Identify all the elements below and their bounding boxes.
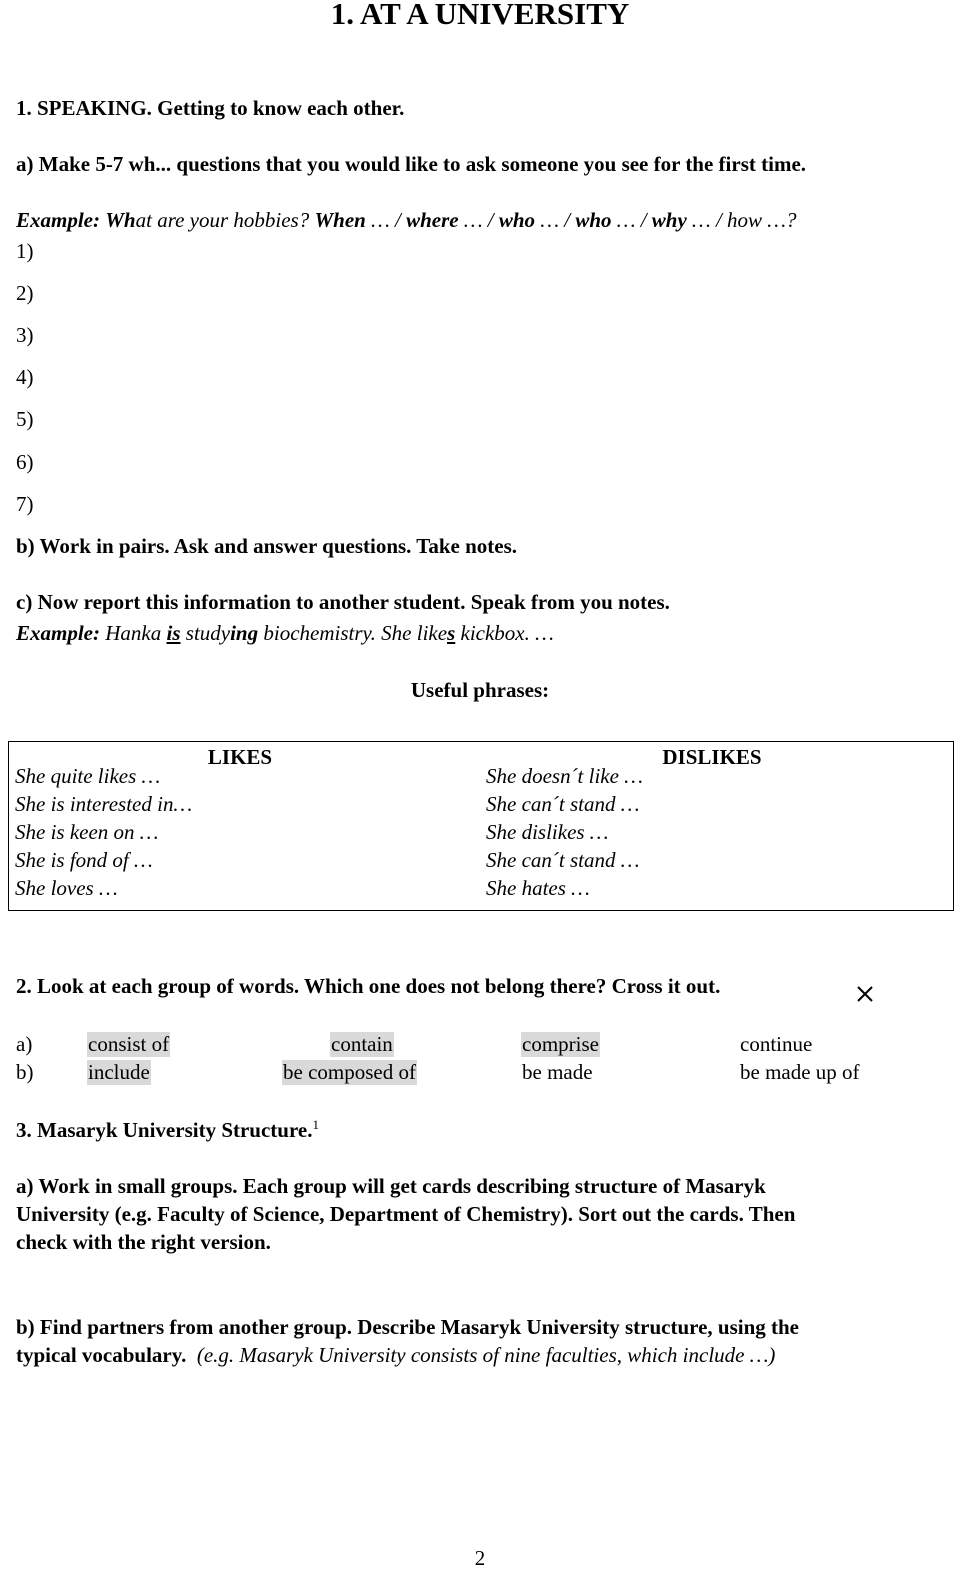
dislikes-phrase: She doesn´t like … [486,764,643,788]
task-b-bold-text: typical vocabulary. [16,1343,187,1367]
likes-phrase: She is fond of … [15,848,153,872]
cross-icon [854,984,876,1006]
example-part: at are your hobbies? [135,208,315,232]
word-option: continue [740,1032,813,1056]
example2-part: s [447,621,456,645]
section3-task-a-line: a) Work in small groups. Each group will get cards describing structure of Masaryk [16,1174,766,1198]
task-b-italic-example: (e.g. Masaryk University consists of nine faculties, which include …) [196,1343,776,1367]
question-number: 3) [16,323,34,347]
example2-part: ing [230,621,259,645]
example2-part: Hanka [105,621,167,645]
word-option: include [88,1060,150,1084]
example-part: … / [535,208,576,232]
example-part: Wh [105,208,136,232]
phrases-table [8,741,954,911]
likes-phrase: She is interested in… [15,792,193,816]
page-number: 2 [474,1546,486,1570]
example2-label: Example: [16,621,100,645]
useful-phrases-heading: Useful phrases: [410,678,550,702]
likes-phrase: She is keen on … [15,820,159,844]
question-number: 6) [16,450,34,474]
dislikes-phrase: She can´t stand … [486,848,640,872]
example-part: … / [458,208,499,232]
example-part: When [314,208,366,232]
section3-task-b-line: b) Find partners from another group. Describe Masaryk University structure, using the [16,1315,799,1339]
example-label: Example: [16,208,100,232]
dislikes-phrase: She dislikes … [486,820,609,844]
section3-task-b-line2 [16,1343,775,1368]
page-title: 1. AT A UNIVERSITY [330,0,630,31]
section3-heading [16,1117,319,1143]
example2-part: biochemistry. She like [258,621,448,645]
section3-task-a-line: University (e.g. Faculty of Science, Department of Chemistry). Sort out the cards. Then [16,1202,796,1226]
footnote-marker: 1 [312,1117,319,1132]
word-option: comprise [522,1032,599,1056]
question-number: 4) [16,365,34,389]
likes-header: LIKES [207,745,273,769]
dislikes-header: DISLIKES [662,745,762,769]
word-option: be composed of [283,1060,416,1084]
word-option: be made up of [740,1060,860,1084]
word-option: contain [331,1032,393,1056]
example-part: … / [611,208,652,232]
section3-task-a-line: check with the right version. [16,1230,271,1254]
section1-example2 [16,621,554,646]
section1-example [16,208,796,233]
question-number: 7) [16,492,34,516]
question-number: 5) [16,407,34,431]
example2-part: study [180,621,231,645]
section1-task-c: c) Now report this information to another student. Speak from you notes. [16,590,670,614]
word-option: be made [522,1060,593,1084]
dislikes-phrase: She hates … [486,876,590,900]
likes-phrase: She loves … [15,876,118,900]
example-part: … / how …? [686,208,797,232]
example-part: who [575,208,612,232]
section1-heading: 1. SPEAKING. Getting to know each other. [16,96,405,120]
word-option: consist of [88,1032,170,1056]
section2-heading: 2. Look at each group of words. Which one does not belong there? Cross it out. [16,974,721,998]
section1-task-a: a) Make 5-7 wh... questions that you would like to ask someone you see for the first time. [16,152,807,176]
row-label: a) [16,1032,33,1056]
row-label: b) [16,1060,34,1084]
example-part: who [498,208,536,232]
example2-part: kickbox. … [455,621,554,645]
section1-task-b: b) Work in pairs. Ask and answer questions. Take notes. [16,534,518,558]
example2-part: is [166,621,181,645]
example-part: … / [365,208,407,232]
section3-heading-text: 3. Masaryk University Structure. [16,1118,313,1142]
dislikes-phrase: She can´t stand … [486,792,640,816]
likes-phrase: She quite likes … [15,764,161,788]
example-part: where [406,208,459,232]
question-number: 2) [16,281,34,305]
example-part: why [651,208,687,232]
question-number: 1) [16,239,34,263]
